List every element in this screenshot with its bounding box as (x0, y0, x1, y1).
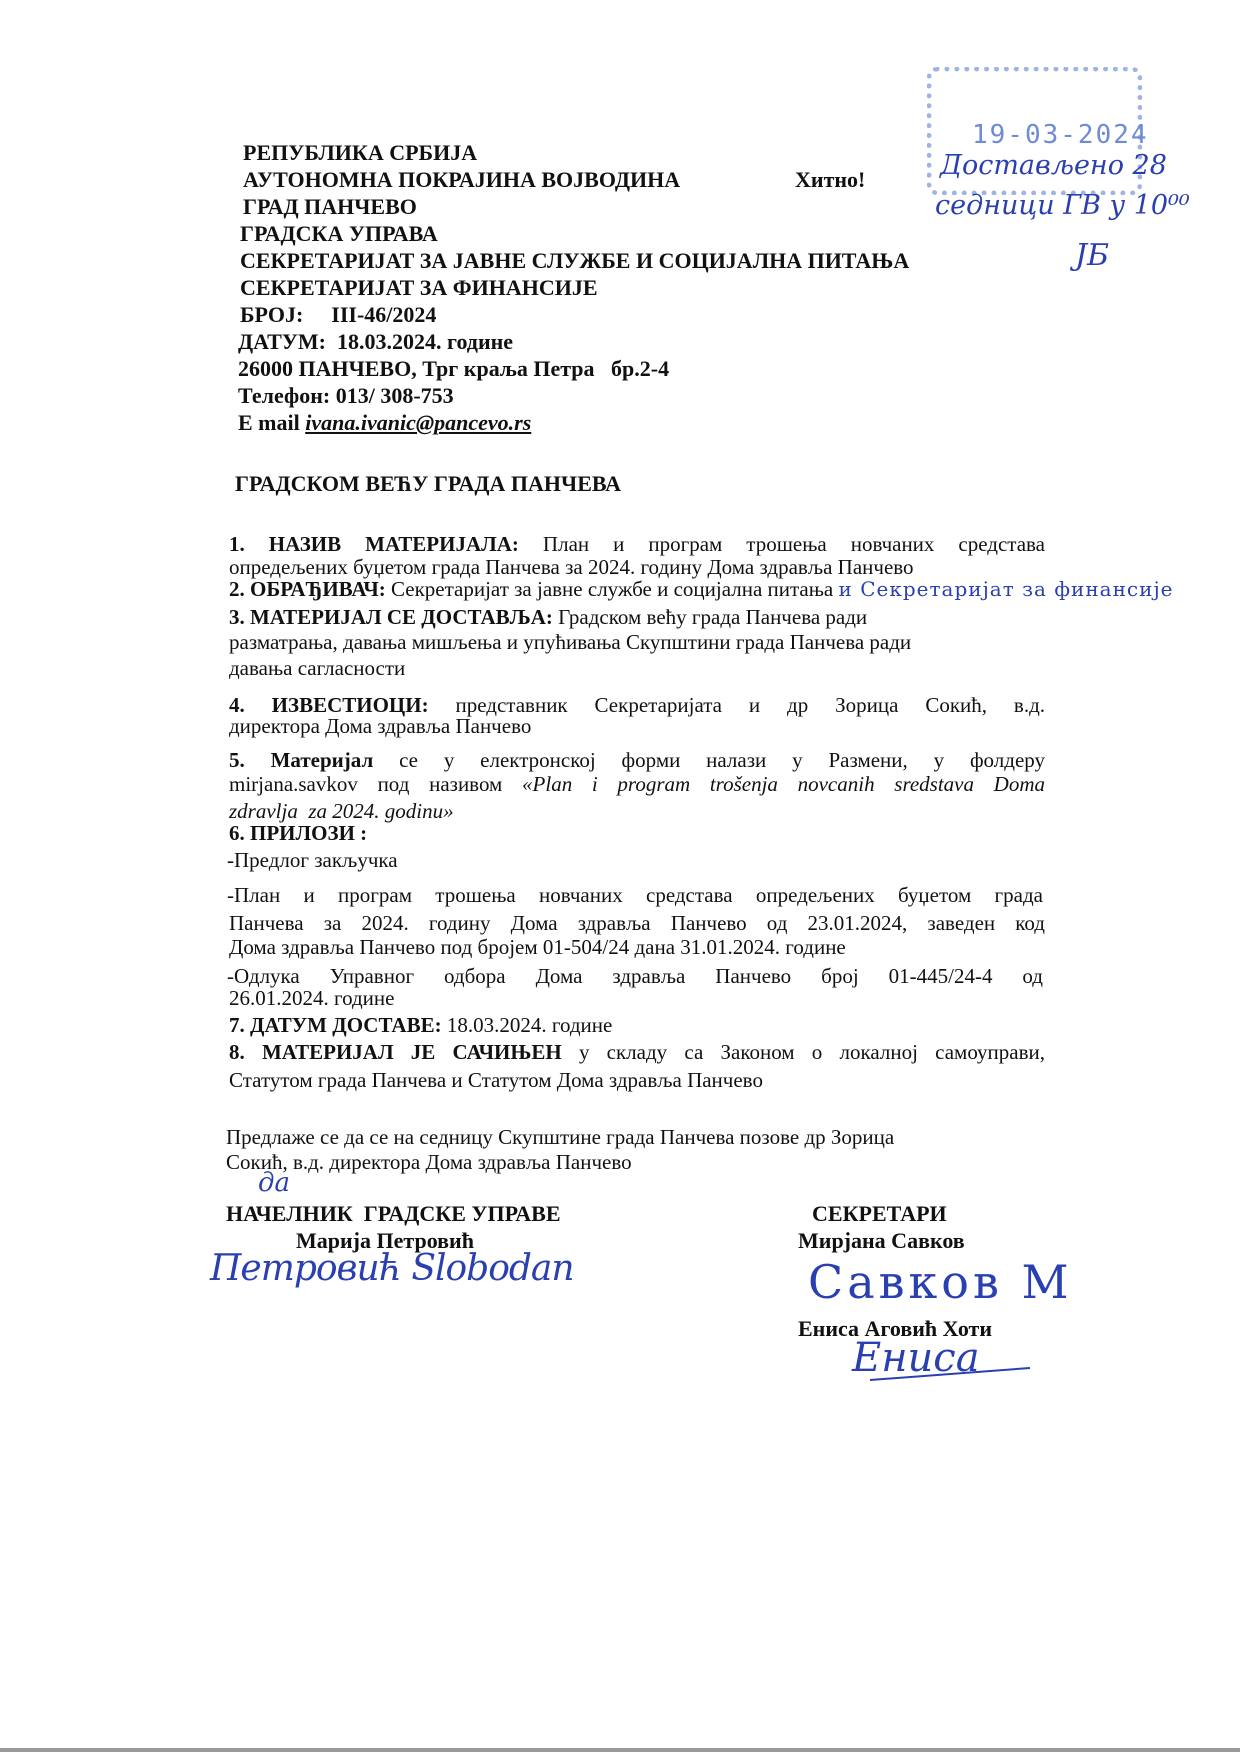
header-line: АУТОНОМНА ПОКРАЈИНА ВОЈВОДИНА (243, 167, 681, 192)
handwritten-note: Достављено 28 (940, 150, 1167, 181)
right-signatory-title: СЕКРЕТАРИ (812, 1201, 947, 1226)
item-4-cont: директора Дома здравља Панчево (229, 714, 532, 738)
recipient: ГРАДСКОМ ВЕЋУ ГРАДА ПАНЧЕВА (235, 471, 622, 496)
date-label: ДАТУМ: (238, 329, 326, 354)
item-3-cont: разматрања, давања мишљења и упућивања Скупштини града Панчева ради (229, 630, 912, 654)
attachment: -Предлог закључка (227, 848, 398, 872)
document-date (238, 329, 513, 355)
item-7 (229, 1012, 612, 1038)
item-text: 18.03.2024. године (446, 1013, 613, 1037)
folder-name-cont: zdravlja za 2024. godinu» (229, 799, 454, 823)
header-line: ГРАД ПАНЧЕВО (243, 194, 417, 219)
item-label: 4. ИЗВЕСТИОЦИ: (229, 693, 429, 717)
right-signatory-name-2: Ениса Аговић Хоти (798, 1316, 993, 1341)
right-signatory-name-1: Мирјана Савков (798, 1228, 965, 1253)
number-label: БРОЈ: (240, 302, 304, 327)
item-label: 8. МАТЕРИЈАЛ ЈЕ САЧИЊЕН (229, 1040, 562, 1064)
urgent-label: Хитно! (795, 167, 866, 192)
proposal-cont: Сокић, в.д. директора Дома здравља Панчево (226, 1150, 632, 1174)
attachment: -Одлука Управног одбора Дома здравља Панчево број 01-445/24-4 од (227, 964, 1043, 988)
email-line (238, 410, 531, 436)
attachment-cont: 26.01.2024. године (229, 986, 395, 1010)
document-number (240, 302, 436, 328)
item-text: План и програм трошења новчаних средстава (542, 532, 1045, 556)
item-3-cont: давања сагласности (229, 656, 406, 680)
item-2 (229, 576, 1173, 602)
item-label: 3. МАТЕРИЈАЛ СЕ ДОСТАВЉА: (229, 605, 553, 629)
right-signature-1: Савков М (808, 1255, 1073, 1309)
handwritten-initials: ЈБ (1075, 238, 1110, 273)
address: 26000 ПАНЧЕВО, Трг краља Петра бр.2-4 (238, 356, 670, 381)
item-text: представник Секретаријата и др Зорица Сокић, в.д. (455, 693, 1046, 717)
folder-name: «Plan i program trošenja novcanih sredstava Doma (522, 772, 1046, 796)
item-label: 2. ОБРАЂИВАЧ: (229, 577, 386, 601)
item-3 (229, 604, 867, 630)
left-signatory-title: НАЧЕЛНИК ГРАДСКЕ УПРАВЕ (226, 1201, 561, 1226)
proposal: Предлаже се да се на седницу Скупштине града Панчева позове др Зорица (226, 1125, 895, 1149)
item-text: mirjana.savkov под називом (229, 772, 503, 796)
number-value: III-46/2024 (331, 302, 437, 327)
item-text: у складу са Законом о локалној самоуправи, (578, 1040, 1045, 1064)
header-line: СЕКРЕТАРИЈАТ ЗА ЈАВНЕ СЛУЖБЕ И СОЦИЈАЛНА ПИТАЊА (240, 248, 910, 273)
email-link[interactable]: ivana.ivanic@pancevo.rs (305, 410, 532, 435)
header-line: РЕПУБЛИКА СРБИЈА (243, 140, 478, 165)
item-5-cont (229, 771, 1045, 797)
signature-underline (850, 1360, 1040, 1390)
header-line: ГРАДСКА УПРАВА (240, 221, 438, 246)
attachment-cont: Дома здравља Панчево под бројем 01-504/24 дана 31.01.2024. године (229, 935, 846, 959)
attachment-cont: Панчева за 2024. годину Дома здравља Панчево од 23.01.2024, заведен код (229, 911, 1045, 935)
stamp-date: 19-03-2024 (972, 120, 1149, 150)
item-6: 6. ПРИЛОЗИ : (229, 821, 368, 845)
item-5 (229, 747, 1045, 773)
item-8 (229, 1039, 1045, 1065)
item-label: 7. ДАТУМ ДОСТАВЕ: (229, 1013, 442, 1037)
item-text: Секретаријат за јавне службе и социјална питања (390, 577, 834, 601)
item-8-cont: Статутом града Панчева и Статутом Дома здравља Панчево (229, 1068, 763, 1092)
date-value: 18.03.2024. године (337, 329, 514, 354)
handwritten-note: седници ГВ у 10⁰⁰ (935, 190, 1190, 221)
attachment: -План и програм трошења новчаних средстава опредељених буџетом града (227, 883, 1043, 907)
phone: Телефон: 013/ 308-753 (238, 383, 454, 408)
item-label: 5. Материјал (229, 748, 374, 772)
item-label: 1. НАЗИВ МАТЕРИЈАЛА: (229, 532, 519, 556)
left-signature: Петровић Slobodan (210, 1248, 574, 1289)
handwritten-insertion: и Секретаријат за финансије (838, 577, 1174, 601)
left-signatory-name: Марија Петровић (296, 1228, 474, 1253)
item-text: се у електронској форми налази у Размени, у фолдеру (399, 748, 1045, 772)
email-label: E mail (238, 410, 306, 435)
handwritten-for-mark: да (258, 1168, 290, 1198)
item-text: Градском већу града Панчева ради (558, 605, 868, 629)
right-signature-2: Ениса (852, 1335, 980, 1381)
header-line: СЕКРЕТАРИЈАТ ЗА ФИНАНСИЈЕ (240, 275, 598, 300)
scan-edge (0, 1748, 1240, 1752)
item-1-cont: опредељених буџетом града Панчева за 2024. годину Дома здравља Панчево (229, 555, 914, 579)
